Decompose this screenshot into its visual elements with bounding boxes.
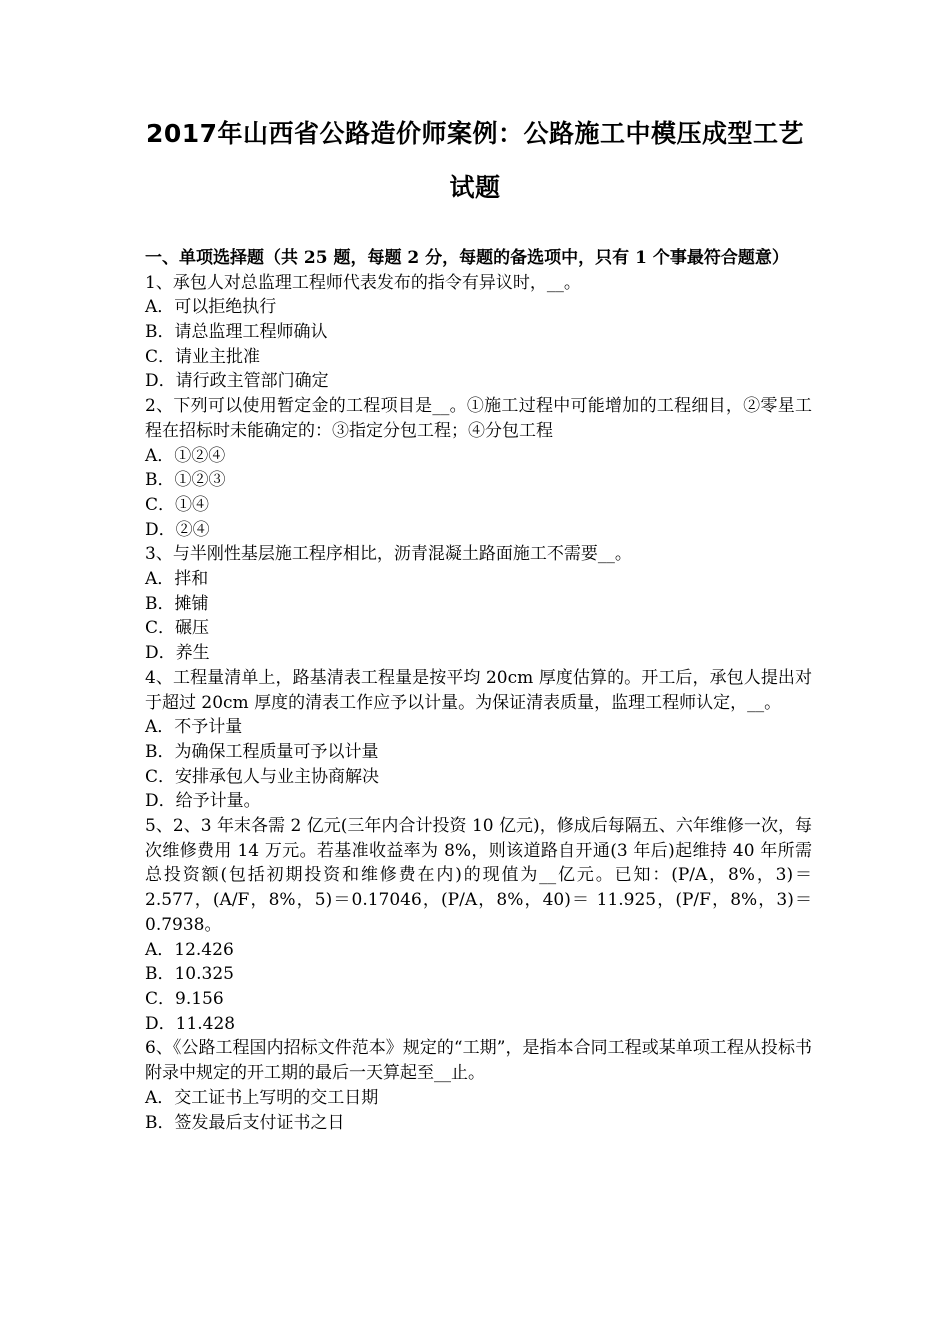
option-d: D．养生 xyxy=(145,643,210,664)
question-1 xyxy=(145,271,812,395)
option-c: C．9.156 xyxy=(145,988,224,1009)
option-c: C．安排承包人与业主协商解决 xyxy=(145,766,380,787)
question-text: 5、2、3 年末各需 2 亿元(三年内合计投资 10 亿元)，修成后每隔五、六年维修一次，每次维修费用 14 万元。若基准收益率为 8%，则该道路自开通(3 年后)起维持 40 年所需总投资额(包括初期投资和维修费在内)的现值为__亿元。已知：(P/A，8%，3)＝2.577，(A/F，8%，5)＝0.17046，(P/A，8%，40)＝ 11.925，(P/F，8%，3)＝0.7938。 xyxy=(145,816,812,935)
option-a: A．可以拒绝执行 xyxy=(145,297,277,318)
question-text: 1、承包人对总监理工程师代表发布的指令有异议时，__。 xyxy=(145,272,581,293)
option-d: D．请行政主管部门确定 xyxy=(145,371,329,392)
option-d: D．给予计量。 xyxy=(145,791,261,812)
option-b: B．签发最后支付证书之日 xyxy=(145,1112,345,1133)
option-d: D．②④ xyxy=(145,519,210,540)
option-a: A．拌和 xyxy=(145,569,209,590)
question-3 xyxy=(145,542,812,666)
option-c: C．请业主批准 xyxy=(145,346,261,367)
section-header: 一、单项选择题（共 25 题，每题 2 分，每题的备选项中，只有 1 个事最符合题意） xyxy=(145,248,789,268)
question-text: 3、与半刚性基层施工程序相比，沥青混凝土路面施工不需要__。 xyxy=(145,544,632,565)
question-4 xyxy=(145,666,812,814)
option-b: B．摊铺 xyxy=(145,593,209,614)
option-a: A．不予计量 xyxy=(145,717,243,738)
option-b: B．①②③ xyxy=(145,470,226,491)
option-c: C．①④ xyxy=(145,494,210,515)
option-b: B．请总监理工程师确认 xyxy=(145,322,328,342)
option-a: A．①②④ xyxy=(145,445,226,466)
question-text: 2、下列可以使用暂定金的工程项目是__。①施工过程中可能增加的工程细目，②零星工程在招标时未能确定的：③指定分包工程；④分包工程 xyxy=(145,396,812,441)
option-a: A．12.426 xyxy=(145,939,234,960)
question-5 xyxy=(145,814,812,1036)
question-2 xyxy=(145,394,812,542)
option-c: C．碾压 xyxy=(145,618,210,639)
question-text: 4、工程量清单上，路基清表工程量是按平均 20cm 厚度估算的。开工后，承包人提出对于超过 20cm 厚度的清表工作应予以计量。为保证清表质量，监理工程师认定，__。 xyxy=(145,667,812,713)
document-title-line-2: 试题 xyxy=(449,173,501,202)
option-b: B．为确保工程质量可予以计量 xyxy=(145,741,379,762)
question-6 xyxy=(145,1036,812,1135)
option-d: D．11.428 xyxy=(145,1013,236,1034)
document-title-line-1: 2017年山西省公路造价师案例：公路施工中模压成型工艺 xyxy=(145,119,805,148)
question-text: 6、《公路工程国内招标文件范本》规定的“工期”，是指本合同工程或某单项工程从投标书附录中规定的开工期的最后一天算起至__止。 xyxy=(145,1038,812,1084)
option-b: B．10.325 xyxy=(145,964,234,985)
document-body xyxy=(145,246,812,1135)
option-a: A．交工证书上写明的交工日期 xyxy=(145,1087,379,1108)
